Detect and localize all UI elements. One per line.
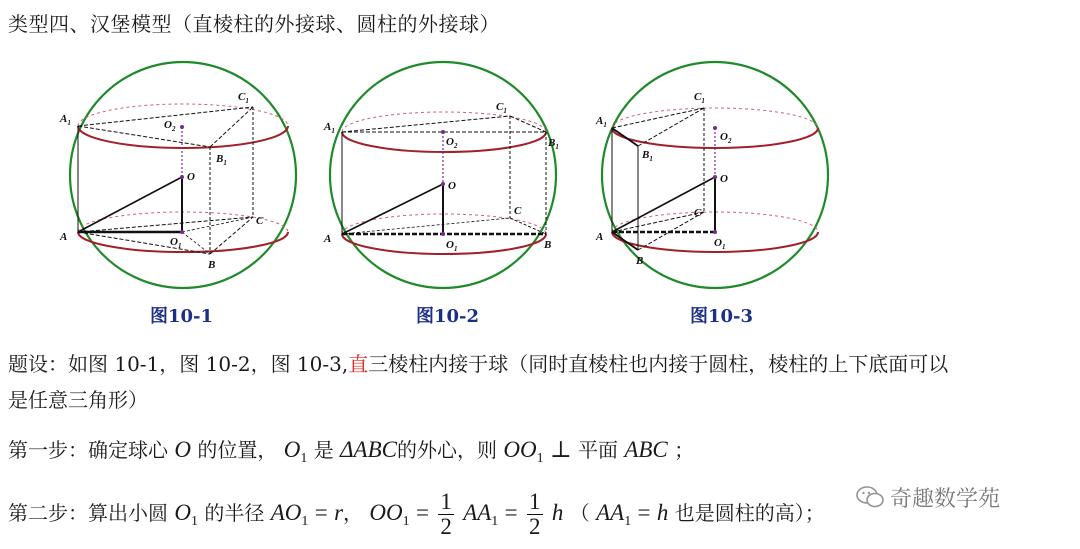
svg-text:C1: $C_1$ <box>694 91 705 105</box>
svg-text:A1: $A_1$ <box>596 115 607 129</box>
svg-text:B1: $B_1$ <box>642 149 653 163</box>
step-one: 第一步：确定球心 O 的位置， $O_1$ 是 ΔABC的外心，则 $OO_1$ ⊥ 平面 ABC ； <box>8 437 695 466</box>
premise-paragraph: 题设：如图 10-1，图 10-2，图 10-3,直三棱柱内接于球（同时直棱柱也内接于圆柱，棱柱的上下底面可以 是任意三角形） <box>8 352 949 412</box>
highlight-zhi: 直 <box>348 352 369 376</box>
sphere-outline <box>70 62 296 288</box>
svg-text:O: O <box>720 173 728 185</box>
step-two: 第二步：算出小圆 $O_1$ 的半径 $AO_1 = r$， $OO_1$ = $\frac{1}{2}$ $AA_1$ = $\frac{1}{2}$ h （ $AA_1 = h$ 也是圆柱的高）； <box>8 489 825 539</box>
fraction-half-2: $\frac{1}{2}$ <box>529 489 541 539</box>
svg-text:O2: $O_2$ <box>720 131 732 145</box>
svg-text:A1: $A_1$ <box>324 121 335 135</box>
label-c: C <box>256 215 264 227</box>
figure-10-3 <box>598 52 848 302</box>
svg-text:C: C <box>514 205 522 217</box>
figure-10-1-diagram <box>60 52 310 302</box>
label-a: A <box>60 231 68 243</box>
svg-text:O1: $O_1$ <box>446 239 458 253</box>
svg-text:A: A <box>596 231 604 243</box>
caption-10-1: 图10-1 <box>150 306 214 327</box>
page-title: 类型四、汉堡模型（直棱柱的外接球、圆柱的外接球） <box>8 12 500 36</box>
caption-10-3: 图10-3 <box>690 306 754 327</box>
figure-10-3-diagram <box>598 52 848 302</box>
figure-10-2-diagram <box>324 52 574 302</box>
label-b: B <box>208 259 216 271</box>
svg-text:B: B <box>544 239 552 251</box>
label-o1: $O_1$ <box>170 236 182 250</box>
figure-10-2 <box>324 52 574 302</box>
svg-text:O1: $O_1$ <box>714 237 726 251</box>
svg-text:B1: $B_1$ <box>548 137 559 151</box>
svg-text:C: C <box>694 207 702 219</box>
fraction-half-1: $\frac{1}{2}$ <box>440 489 452 539</box>
label-c1: $C_1$ <box>238 91 249 105</box>
svg-text:C1: $C_1$ <box>496 101 507 115</box>
caption-10-2: 图10-2 <box>416 306 480 327</box>
svg-text:A: A <box>324 233 332 245</box>
svg-text:O: O <box>448 180 456 192</box>
svg-text:O2: $O_2$ <box>446 136 458 150</box>
bottom-rim-front <box>78 232 288 252</box>
svg-text:B: B <box>636 255 644 267</box>
top-rim-front <box>78 126 288 148</box>
figure-10-1 <box>60 52 310 302</box>
label-b1: $B_1$ <box>216 153 227 167</box>
label-o2: $O_2$ <box>164 119 176 133</box>
wechat-icon <box>856 485 884 515</box>
watermark: 奇趣数学苑 <box>856 482 1000 515</box>
label-a1: $A_1$ <box>60 113 71 127</box>
label-o: O <box>187 171 195 183</box>
